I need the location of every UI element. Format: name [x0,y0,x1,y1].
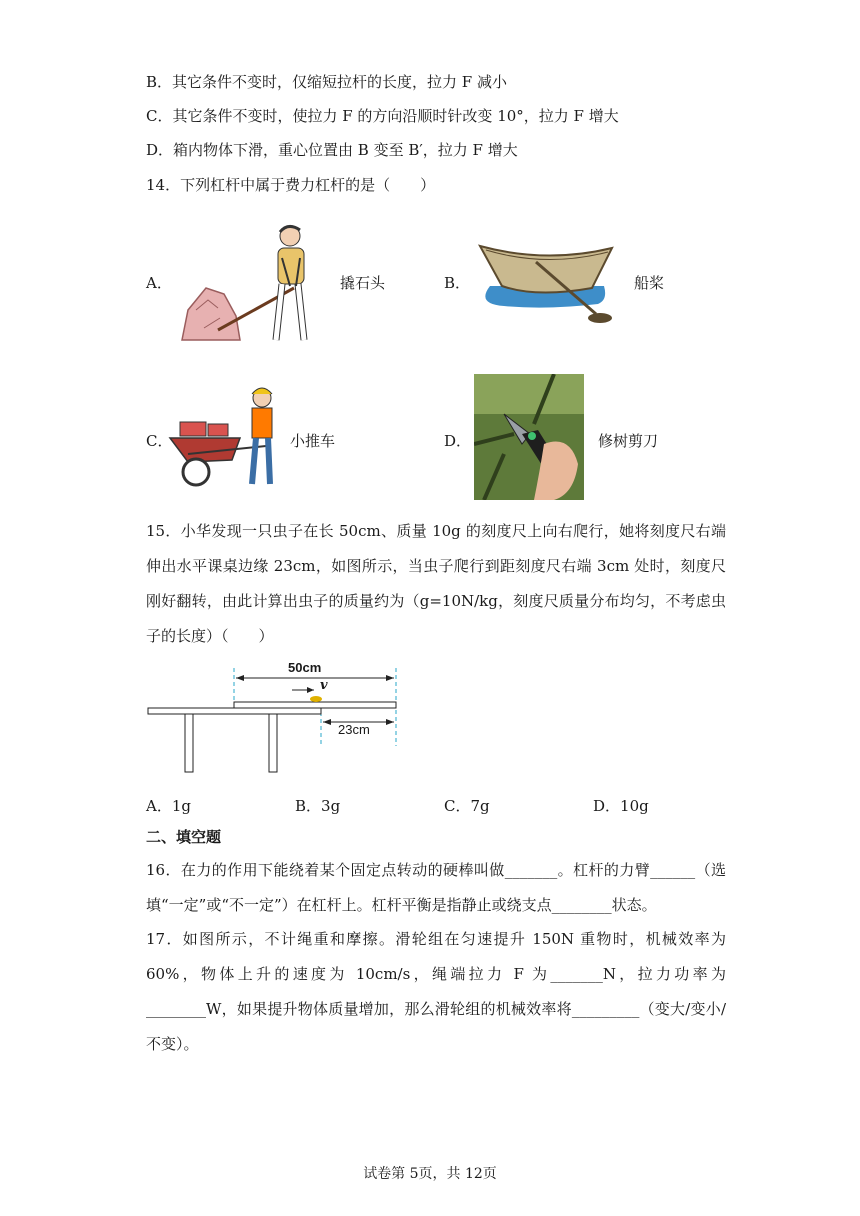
q14-option-d-letter: D． [444,432,472,450]
wheelbarrow-image [166,384,284,494]
page-footer: 试卷第 5页，共 12页 [363,1166,497,1182]
q14-option-a-letter: A． [146,274,172,292]
q15-answer-d: D．10g [593,797,649,815]
q13-option-d: D．箱内物体下滑，重心位置由 B 变至 B′，拉力 F 增大 [146,141,518,159]
q14-option-a-caption: 撬石头 [340,274,386,292]
q15-stem: 15．小华发现一只虫子在长 50cm、质量 10g 的刻度尺上向右爬行，她将刻度尺右端伸出水平课桌边缘 23cm，如图所示，当虫子爬行到距刻度尺右端 3cm 处时，刻度尺刚好翻转，由此计算出虫子的质量约为（g=10N/kg，刻度尺质量分布均匀，不考虑虫子的长度）（ ） [146,522,726,645]
q14-stem: 14．下列杠杆中属于费力杠杆的是（ ） [146,176,436,194]
q14-option-c-caption: 小推车 [290,432,336,450]
pry-rock-image [178,218,326,346]
q16-text: 16．在力的作用下能绕着某个固定点转动的硬棒叫做_______。杠杆的力臂______（选填“一定”或“不一定”）在杠杆上。杠杆平衡是指静止或绕支点________状态。 [146,861,726,914]
figure-length-label: 50cm [288,660,322,675]
q13-option-c: C．其它条件不变时，使拉力 F 的方向沿顺时针改变 10°，拉力 F 增大 [146,107,619,125]
q17-text: 17．如图所示，不计绳重和摩擦。滑轮组在匀速提升 150N 重物时，机械效率为 60%，物体上升的速度为 10cm/s，绳端拉力 F 为_______N，拉力功率为________W，如果提升物体质量增加，那么滑轮组的机械效率将_________（变大/变小/不变）。 [146,930,726,1053]
q14-option-b-caption: 船桨 [634,274,665,292]
pruning-shears-image [474,374,584,500]
q14-option-b-letter: B． [444,274,471,292]
q14-option-c-letter: C． [146,432,173,450]
q15-answer-b: B．3g [295,797,341,815]
ruler-table-figure [146,660,406,778]
boat-oar-image [476,242,628,328]
q15-answer-c: C．7g [444,797,490,815]
q15-answer-a: A．1g [146,797,191,815]
figure-velocity-label: v [320,678,328,693]
q13-option-b: B．其它条件不变时，仅缩短拉杆的长度，拉力 F 减小 [146,73,507,91]
figure-overhang-label: 23cm [338,722,370,737]
section-heading: 二、填空题 [146,828,222,846]
q14-option-d-caption: 修树剪刀 [598,432,659,450]
